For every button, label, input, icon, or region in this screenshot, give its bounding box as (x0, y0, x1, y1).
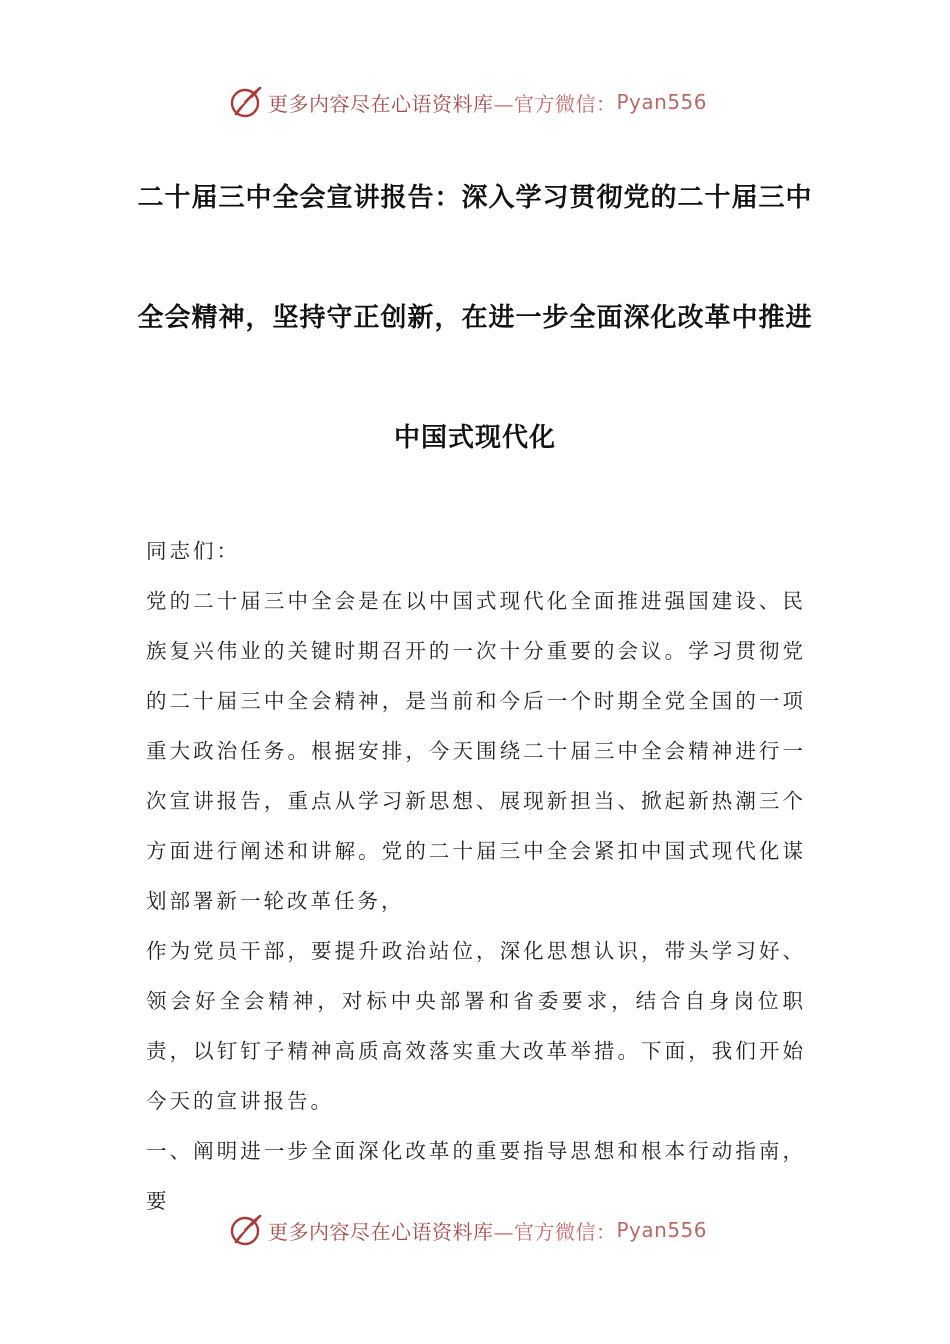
watermark-handle: Pyan556 (616, 90, 708, 114)
watermark-banner-bottom (0, 1210, 950, 1250)
salutation: 同志们： (146, 539, 240, 563)
paragraph-1: 党的二十届三中全会是在以中国式现代化全面推进强国建设、民族复兴伟业的关键时期召开的一次十分重要的会议。学习贯彻党的二十届三中全会精神，是当前和今后一个时期全党全国的一项重大政治任务。根据安排，今天围绕二十届三中全会精神进行一次宣讲报告，重点从学习新思想、展现新担当、掀起新热潮三个方面进行阐述和讲解。党的二十届三中全会紧扣中国式现代化谋划部署新一轮改革任务， (146, 589, 806, 913)
quill-logo-icon (228, 1212, 264, 1248)
watermark-text: 更多内容尽在心语资料库 (268, 1219, 494, 1244)
watermark-banner-top (0, 82, 950, 122)
watermark-text: 更多内容尽在心语资料库 (268, 91, 494, 116)
watermark-handle: Pyan556 (616, 1218, 708, 1242)
title-line-2: 全会精神，坚持守正创新，在进一步全面深化改革中推进 (137, 303, 813, 333)
title-line-1: 二十届三中全会宣讲报告：深入学习贯彻党的二十届三中 (137, 183, 813, 213)
title-line-3: 中国式现代化 (393, 423, 556, 453)
watermark-separator: —官方微信： (493, 1219, 617, 1244)
document-body (146, 526, 806, 1226)
watermark-separator: —官方微信： (493, 91, 617, 116)
document-title (0, 168, 950, 528)
paragraph-2: 作为党员干部，要提升政治站位，深化思想认识，带头学习好、领会好全会精神，对标中央部署和省委要求，结合自身岗位职责，以钉钉子精神高质高效落实重大改革举措。下面，我们开始今天的宣讲报告。 (146, 939, 806, 1113)
paragraph-3: 一、阐明进一步全面深化改革的重要指导思想和根本行动指南，要 (146, 1139, 806, 1213)
quill-logo-icon (228, 84, 264, 120)
